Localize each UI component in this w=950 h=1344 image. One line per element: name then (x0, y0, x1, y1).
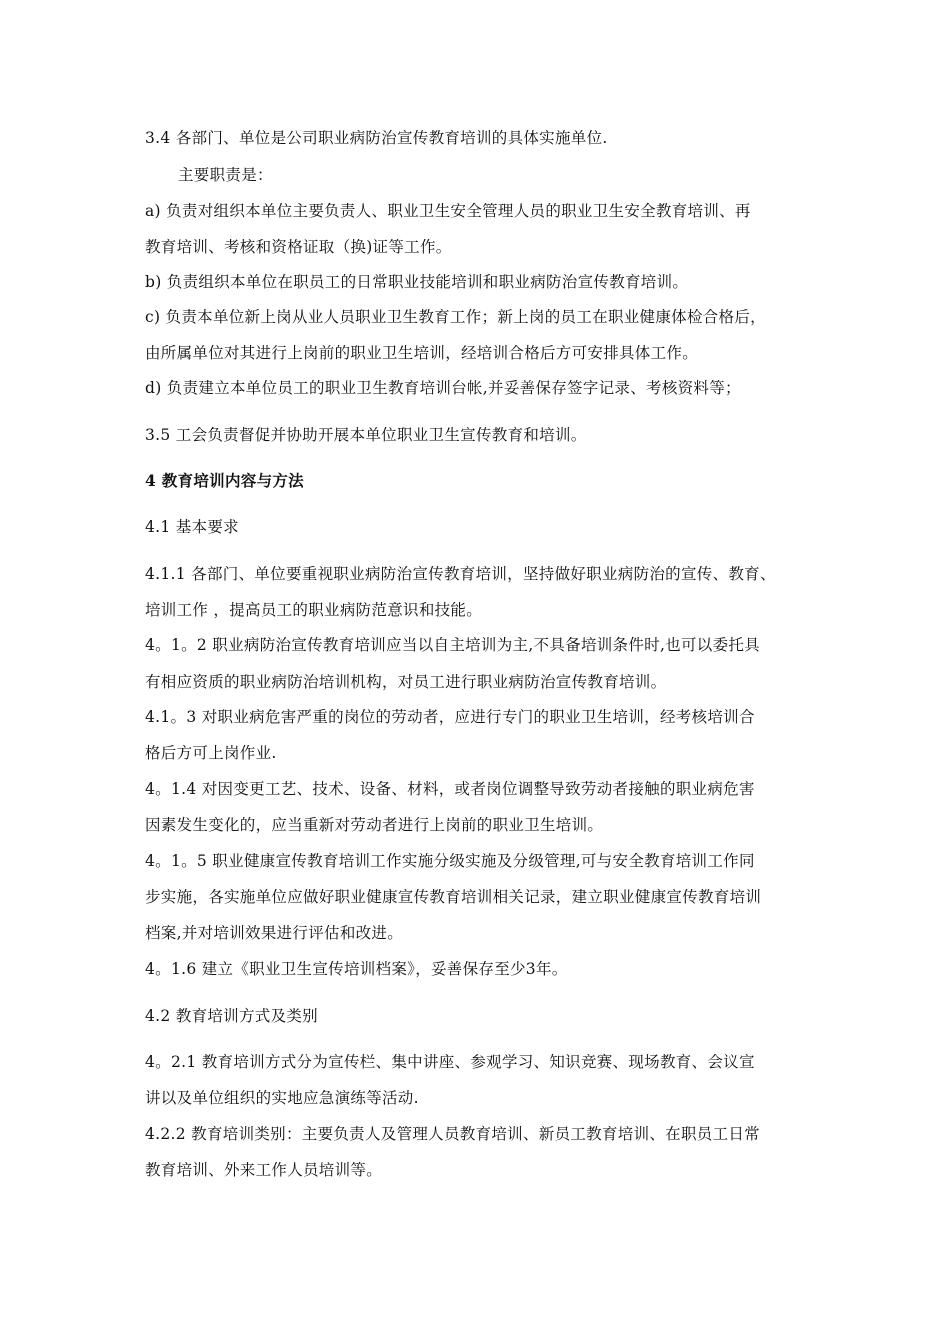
clause-4-1-5-line-1: 4。1。5 职业健康宣传教育培训工作实施分级实施及分级管理,可与安全教育培训工作同 (145, 852, 755, 870)
clause-4-1-4-line-1: 4。1.4 对因变更工艺、技术、设备、材料，或者岗位调整导致劳动者接触的职业病危害 (145, 780, 755, 798)
clause-4-2-2-line-2: 教育培训、外来工作人员培训等。 (145, 1161, 383, 1179)
clause-4-1-2-line-1: 4。1。2 职业病防治宣传教育培训应当以自主培训为主,不具备培训条件时,也可以委托具 (145, 636, 760, 654)
clause-3-4: 3.4 各部门、单位是公司职业病防治宣传教育培训的具体实施单位. (145, 129, 608, 147)
main-duties-label: 主要职责是： (178, 166, 273, 184)
duty-b: b) 负责组织本单位在职员工的日常职业技能培训和职业病防治宣传教育培训。 (145, 273, 689, 291)
clause-4-1-4-line-2: 因素发生变化的，应当重新对劳动者进行上岗前的职业卫生培训。 (145, 816, 604, 834)
clause-3-5: 3.5 工会负责督促并协助开展本单位职业卫生宣传教育和培训。 (145, 426, 587, 444)
clause-4-1-1-line-2: 培训工作 ，提高员工的职业病防范意识和技能。 (145, 601, 483, 619)
duty-d: d) 负责建立本单位员工的职业卫生教育培训台帐,并妥善保存签字记录、考核资料等； (145, 379, 741, 397)
clause-4-1-2-line-2: 有相应资质的职业病防治培训机构，对员工进行职业病防治宣传教育培训。 (145, 673, 667, 691)
clause-4-1-1-line-1: 4.1.1 各部门、单位要重视职业病防治宣传教育培训，坚持做好职业病防治的宣传、教育、 (145, 565, 776, 583)
duty-a-line-2: 教育培训、考核和资格证取（换)证等工作。 (145, 238, 452, 256)
clause-4-2-1-line-2: 讲以及单位组织的实地应急演练等活动. (145, 1089, 419, 1107)
clause-4-1-6: 4。1.6 建立《职业卫生宣传培训档案》，妥善保存至少3年。 (145, 960, 568, 978)
clause-4-1-5-line-2: 步实施，各实施单位应做好职业健康宣传教育培训相关记录，建立职业健康宣传教育培训 (145, 888, 762, 906)
duty-c-line-1: c) 负责本单位新上岗从业人员职业卫生教育工作；新上岗的员工在职业健康体检合格后， (145, 308, 766, 326)
duty-c-line-2: 由所属单位对其进行上岗前的职业卫生培训，经培训合格后方可安排具体工作。 (145, 344, 699, 362)
section-4-heading: 4 教育培训内容与方法 (145, 471, 304, 490)
clause-4-2-2-line-1: 4.2.2 教育培训类别：主要负责人及管理人员教育培训、新员工教育培训、在职员工日常 (145, 1125, 760, 1143)
clause-4-1-5-line-3: 档案,并对培训效果进行评估和改进。 (145, 924, 404, 942)
section-4-2-heading: 4.2 教育培训方式及类别 (145, 1007, 318, 1025)
clause-4-2-1-line-1: 4。2.1 教育培训方式分为宣传栏、集中讲座、参观学习、知识竞赛、现场教育、会议宣 (145, 1053, 755, 1071)
clause-4-1-3-line-1: 4.1。3 对职业病危害严重的岗位的劳动者，应进行专门的职业卫生培训，经考核培训合 (145, 708, 755, 726)
duty-a-line-1: a) 负责对组织本单位主要负责人、职业卫生安全管理人员的职业卫生安全教育培训、再 (145, 202, 751, 220)
section-4-1-heading: 4.1 基本要求 (145, 518, 239, 536)
clause-4-1-3-line-2: 格后方可上岗作业. (145, 744, 277, 762)
